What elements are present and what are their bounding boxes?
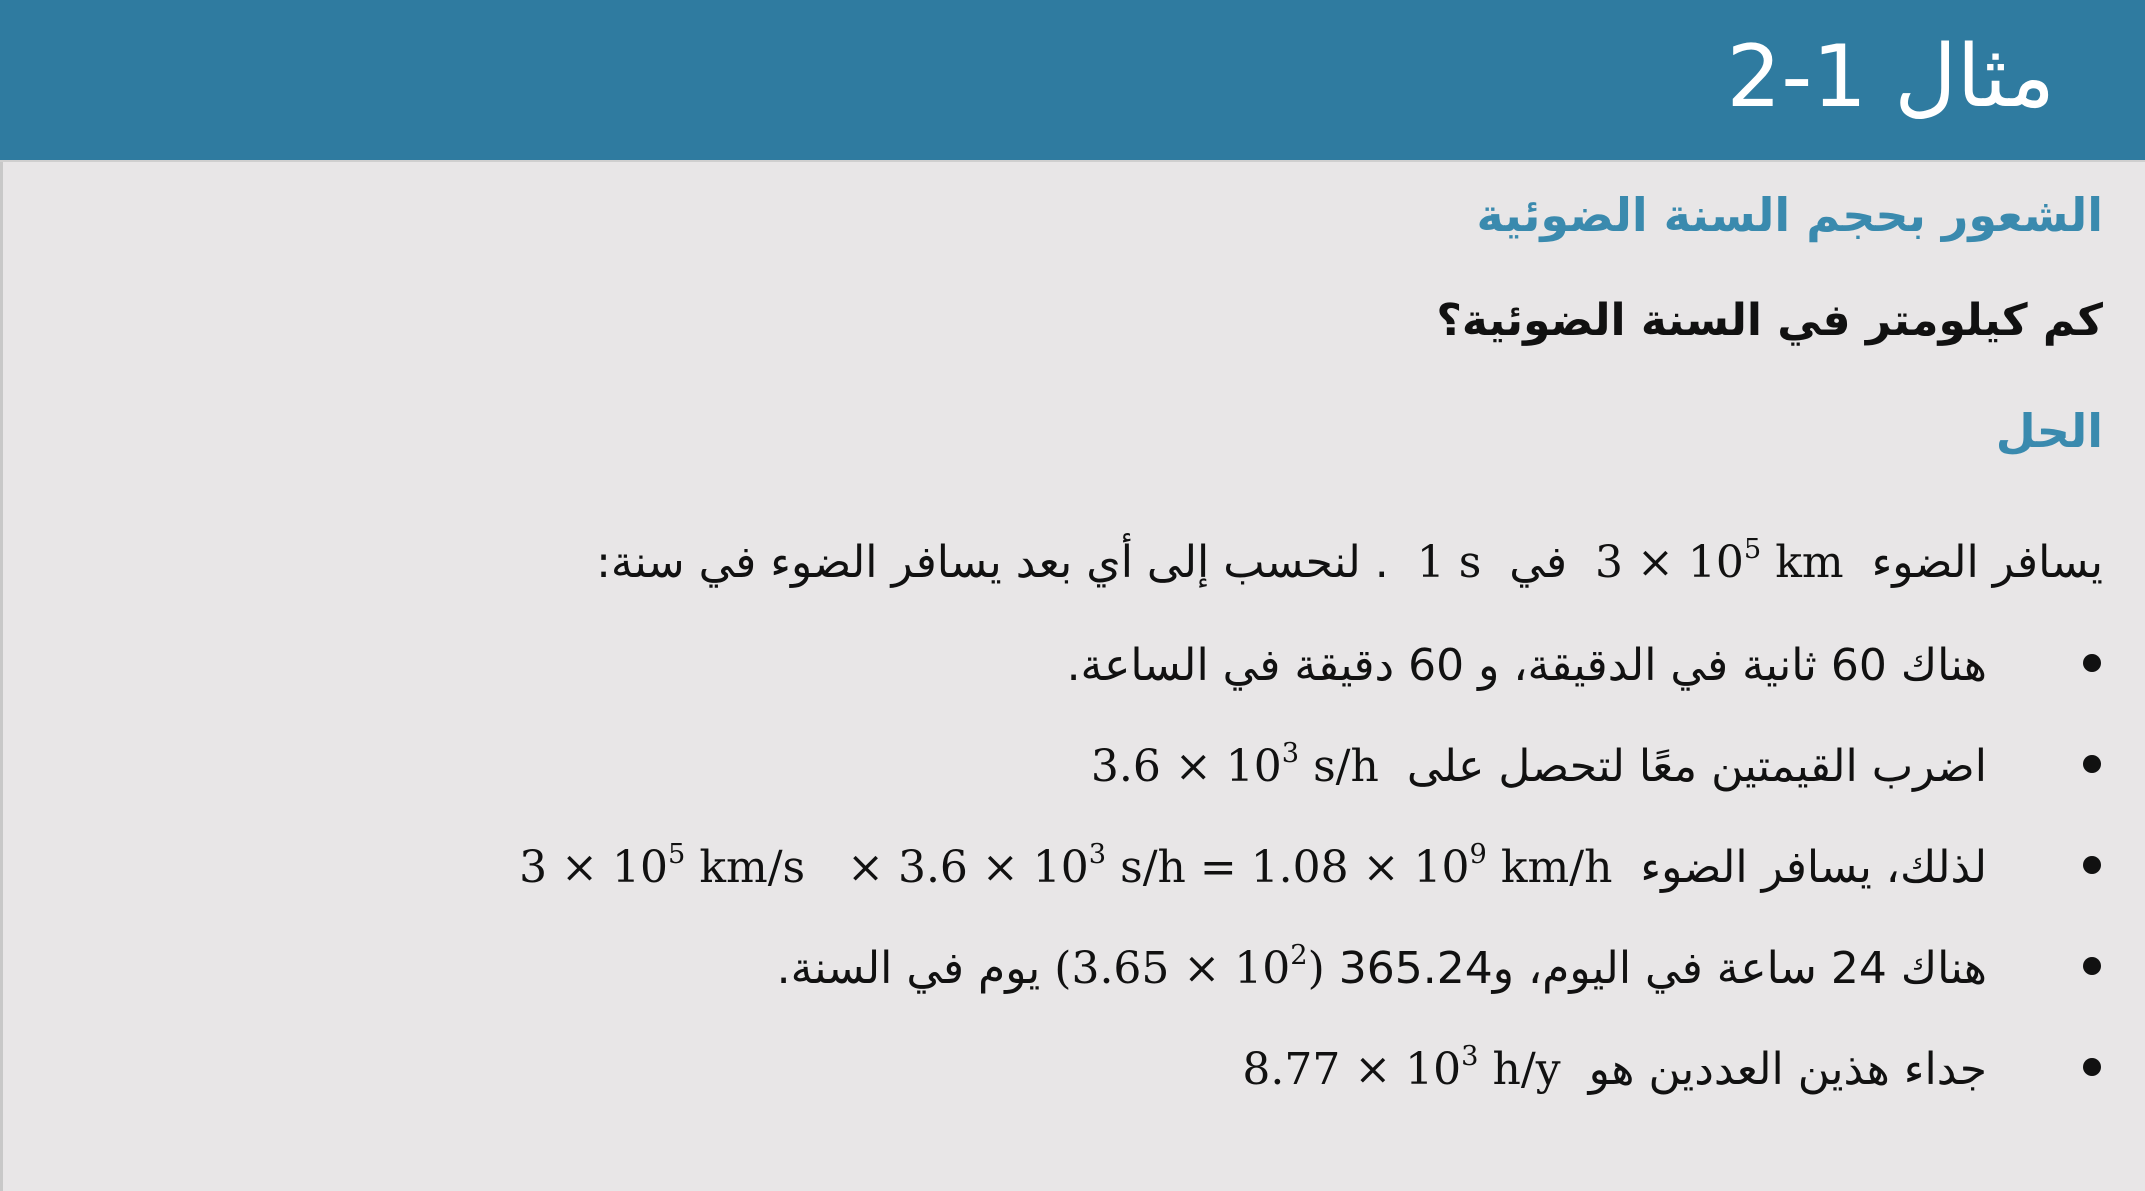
solution-steps-list [23, 632, 2103, 1137]
step-2-math [1091, 733, 1379, 801]
step-2-text [1077, 733, 1987, 801]
step-3-math-b-unit-2: km/h [1500, 842, 1613, 893]
step-3-math-a: 3 × 10 [519, 842, 668, 893]
step-1-text: هناك 60 ثانية في الدقيقة، و 60 دقيقة في الساعة. [1066, 640, 1987, 691]
intro-text-2: في [1509, 537, 1567, 588]
intro-math-speed-base: 3 × 10 [1595, 537, 1744, 588]
step-3-math-a-unit: km/s [699, 842, 806, 893]
bullet-icon [2083, 856, 2101, 874]
list-item [23, 632, 2103, 733]
step-3-math-b-exponent: 3 [1088, 838, 1107, 870]
step-5-math-base: 8.77 × 10 [1242, 1044, 1462, 1095]
intro-paragraph [596, 530, 2103, 596]
step-3-label: لذلك، يسافر الضوء [1640, 842, 1987, 893]
intro-math-speed-unit: km [1775, 537, 1844, 588]
intro-math-speed-exponent: 5 [1743, 533, 1762, 565]
step-4-math-base: (3.65 × 10 [1054, 943, 1291, 994]
solution-heading: الحل [1995, 404, 2103, 458]
step-4-label-after: يوم في السنة. [776, 943, 1041, 994]
slide-header [0, 0, 2145, 162]
step-3-math-b: × 3.6 × 10 [847, 842, 1089, 893]
intro-text-3: . لنحسب إلى أي بعد يسافر الضوء في سنة: [596, 537, 1389, 588]
step-5-text [1228, 1036, 1987, 1104]
list-item [23, 834, 2103, 935]
step-2-math-unit: s/h [1313, 741, 1379, 792]
step-2-math-base: 3.6 × 10 [1090, 741, 1282, 792]
step-3-math-a-exponent: 5 [667, 838, 686, 870]
intro-math-time: 1 s [1416, 537, 1482, 588]
step-5-math [1242, 1036, 1560, 1104]
step-4-math-exponent: 2 [1290, 939, 1308, 971]
step-2-label: اضرب القيمتين معًا لتحصل على [1406, 741, 1987, 792]
step-5-math-exponent: 3 [1461, 1040, 1479, 1072]
step-4-label-before: هناك 24 ساعة في اليوم، و [1492, 943, 1987, 994]
list-item [23, 1036, 2103, 1137]
step-3-math-b-exponent-2: 9 [1469, 838, 1487, 870]
step-4-math-close: ) [1307, 943, 1325, 994]
step-3-math-b-unit: s/h = 1.08 × 10 [1120, 842, 1470, 893]
step-2-math-exponent: 3 [1281, 737, 1300, 769]
step-3-text [505, 834, 1987, 902]
bullet-icon [2083, 957, 2101, 975]
bullet-icon [2083, 1058, 2101, 1076]
example-question: كم كيلومتر في السنة الضوئية؟ [1436, 295, 2103, 346]
step-3-math [519, 834, 1612, 902]
intro-text-1: يسافر الضوء [1871, 537, 2103, 588]
step-4-days-number: 365.24 [1338, 943, 1493, 994]
step-4-math [1054, 935, 1325, 1003]
step-4-text [777, 935, 1987, 1003]
intro-math-speed [1595, 530, 1844, 596]
step-5-label: جداء هذين العددين هو [1588, 1044, 1987, 1095]
step-5-math-unit: h/y [1492, 1044, 1561, 1095]
list-item [23, 733, 2103, 834]
example-subtitle: الشعور بحجم السنة الضوئية [1476, 188, 2103, 242]
list-item [23, 935, 2103, 1036]
bullet-icon [2083, 654, 2101, 672]
bullet-icon [2083, 755, 2101, 773]
slide-title: مثال 1-2 [1726, 27, 2055, 127]
slide-content [0, 162, 2145, 1191]
